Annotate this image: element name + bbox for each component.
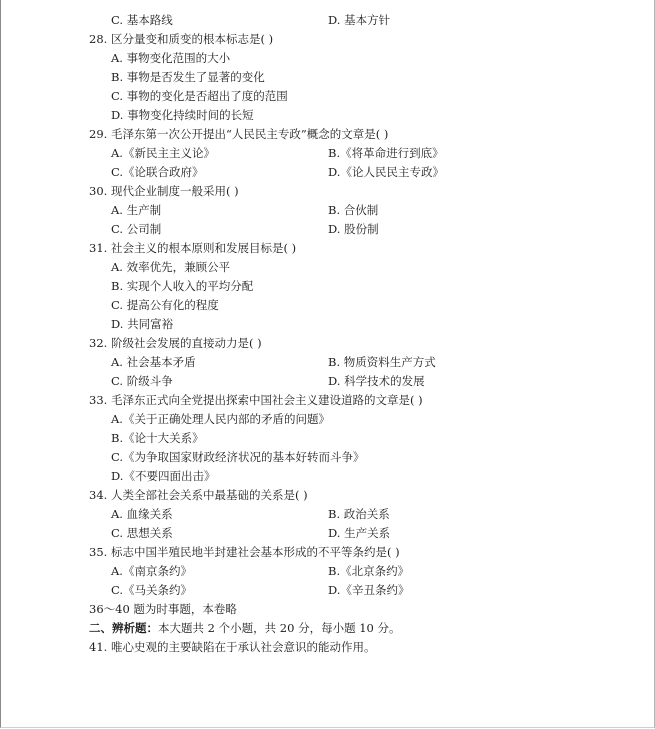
question-text: 34. 人类全部社会关系中最基础的关系是( )	[89, 488, 308, 502]
option-row	[1, 220, 654, 239]
option-text: C.《马关条约》	[111, 583, 193, 597]
option-text: C.《论联合政府》	[111, 165, 204, 179]
option-line	[1, 467, 654, 486]
option-line	[1, 429, 654, 448]
option-text: A.《关于正确处理人民内部的矛盾的问题》	[111, 412, 330, 426]
option-text: D. 科学技术的发展	[328, 374, 425, 388]
option-text: D.《不要四面出击》	[111, 469, 216, 483]
option-text: A. 事物变化范围的大小	[111, 51, 231, 65]
option-text: A. 效率优先，兼顾公平	[111, 260, 231, 274]
option-text: B. 政治关系	[328, 507, 390, 521]
option-row	[1, 505, 654, 524]
question-text: 41. 唯心史观的主要缺陷在于承认社会意识的能动作用。	[89, 640, 376, 654]
option-row	[1, 11, 654, 30]
option-text: D. 共同富裕	[111, 317, 174, 331]
option-text: B. 物质资料生产方式	[328, 355, 436, 369]
option-text: D. 基本方针	[328, 13, 391, 27]
option-text: C. 基本路线	[111, 13, 173, 27]
option-row	[1, 524, 654, 543]
option-text: A.《新民主主义论》	[111, 146, 215, 160]
option-line	[1, 296, 654, 315]
option-line	[1, 448, 654, 467]
option-row	[1, 353, 654, 372]
option-text: B.《将革命进行到底》	[328, 146, 444, 160]
option-text: D. 股份制	[328, 222, 379, 236]
question-29	[1, 125, 654, 144]
option-line	[1, 87, 654, 106]
option-row	[1, 144, 654, 163]
section-heading-text	[89, 619, 401, 638]
option-line	[1, 68, 654, 87]
question-32	[1, 334, 654, 353]
question-33	[1, 391, 654, 410]
option-line	[1, 49, 654, 68]
question-30	[1, 182, 654, 201]
option-text: C. 事物的变化是否超出了度的范围	[111, 89, 288, 103]
option-text: C.《为争取国家财政经济状况的基本好转而斗争》	[111, 450, 365, 464]
section-heading	[1, 619, 654, 638]
option-row	[1, 372, 654, 391]
question-28	[1, 30, 654, 49]
option-row	[1, 581, 654, 600]
option-row	[1, 562, 654, 581]
option-row	[1, 163, 654, 182]
question-text: 30. 现代企业制度一般采用( )	[89, 184, 239, 198]
question-text: 28. 区分量变和质变的根本标志是( )	[89, 32, 274, 46]
option-text: A.《南京条约》	[111, 564, 192, 578]
option-text: A. 社会基本矛盾	[111, 355, 196, 369]
option-text: D.《论人民民主专政》	[328, 165, 444, 179]
note-line	[1, 600, 654, 619]
note-text: 36～40 题为时事题，本卷略	[89, 602, 237, 616]
option-text: B.《论十大关系》	[111, 431, 204, 445]
option-text: C. 阶级斗争	[111, 374, 173, 388]
option-text: C. 思想关系	[111, 526, 173, 540]
option-text: B. 合伙制	[328, 203, 379, 217]
question-text: 31. 社会主义的根本原则和发展目标是( )	[89, 241, 297, 255]
option-line	[1, 277, 654, 296]
option-text: B. 实现个人收入的平均分配	[111, 279, 254, 293]
option-text: B. 事物是否发生了显著的变化	[111, 70, 265, 84]
option-text: C. 提高公有化的程度	[111, 298, 219, 312]
option-line	[1, 410, 654, 429]
section-heading-desc: 本大题共 2 个小题，共 20 分，每小题 10 分。	[158, 621, 401, 635]
option-line	[1, 258, 654, 277]
question-text: 35. 标志中国半殖民地半封建社会基本形成的不平等条约是( )	[89, 545, 400, 559]
option-text: B.《北京条约》	[328, 564, 410, 578]
option-text: A. 血缘关系	[111, 507, 173, 521]
option-line	[1, 106, 654, 125]
question-41	[1, 638, 654, 657]
question-35	[1, 543, 654, 562]
option-text: D.《辛丑条约》	[328, 583, 410, 597]
option-text: D. 生产关系	[328, 526, 391, 540]
question-text: 33. 毛泽东正式向全党提出探索中国社会主义建设道路的文章是( )	[89, 393, 423, 407]
question-text: 29. 毛泽东第一次公开提出“人民民主专政”概念的文章是( )	[89, 127, 389, 141]
section-heading-bold: 二、辨析题：	[89, 621, 158, 635]
option-text: A. 生产制	[111, 203, 162, 217]
question-31	[1, 239, 654, 258]
option-text: C. 公司制	[111, 222, 162, 236]
option-row	[1, 201, 654, 220]
question-34	[1, 486, 654, 505]
option-line	[1, 315, 654, 334]
option-text: D. 事物变化持续时间的长短	[111, 108, 254, 122]
question-text: 32. 阶级社会发展的直接动力是( )	[89, 336, 262, 350]
